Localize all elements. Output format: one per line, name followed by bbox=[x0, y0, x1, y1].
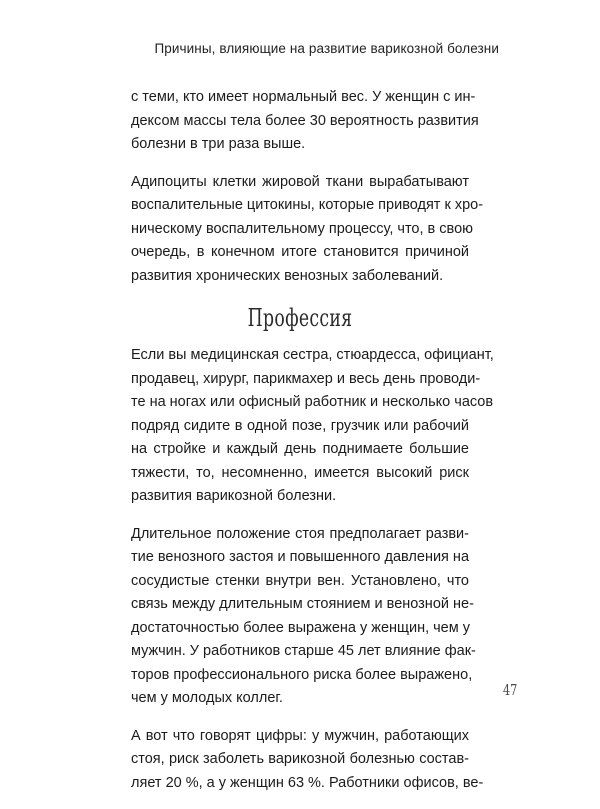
text-line: на стройке и каждый день поднимаете большие bbox=[131, 441, 469, 457]
paragraph-4 bbox=[131, 523, 476, 711]
body-text bbox=[131, 86, 494, 809]
text-line: болезни в три раза выше. bbox=[131, 136, 306, 152]
text-line: дексом массы тела более 30 вероятность развития bbox=[131, 112, 479, 129]
text-line: чем у молодых коллег. bbox=[131, 690, 283, 706]
text-line: очередь, в конечном итоге становится причиной bbox=[131, 244, 469, 260]
text-line: ническому воспалительному процессу, что, в свою bbox=[131, 220, 474, 237]
paragraph-3 bbox=[131, 344, 494, 509]
text-line: сосудистые стенки внутри вен. Установлено, что bbox=[131, 572, 469, 589]
text-line: достаточностью более выражена у женщин, чем у bbox=[131, 619, 470, 636]
text-line: с теми, кто имеет нормальный вес. У женщин с ин- bbox=[131, 89, 476, 105]
text-line: развития варикозной болезни. bbox=[131, 488, 337, 504]
text-line: тяжести, то, несомненно, имеется высокий риск bbox=[131, 464, 469, 481]
text-line: мужчин. У работников старше 45 лет влияние фак- bbox=[131, 643, 476, 659]
text-line: тие венозного застоя и повышенного давления на bbox=[131, 549, 470, 565]
text-line: развития хронических венозных заболеваний. bbox=[131, 267, 444, 284]
text-line: воспалительные цитокины, которые приводят к хро- bbox=[131, 197, 484, 213]
text-line: подряд сидите в одной позе, грузчик или рабочий bbox=[131, 417, 469, 434]
running-header: Причины, влияющие на развитие варикозной болезни bbox=[154, 41, 499, 56]
text-line: продавец, хирург, парикмахер и весь день проводи- bbox=[131, 370, 481, 387]
paragraph-2 bbox=[131, 171, 484, 289]
text-line: А вот что говорят цифры: у мужчин, работающих bbox=[131, 727, 469, 744]
text-line: те на ногах или офисный работник и несколько часов bbox=[131, 394, 494, 410]
text-line: ляет 20 %, а у женщин 63 %. Работники офисов, ве- bbox=[131, 774, 484, 791]
text-line: Если вы медицинская сестра, стюардесса, официант, bbox=[131, 347, 494, 363]
text-line: стоя, риск заболеть варикозной болезнью состав- bbox=[131, 751, 469, 767]
paragraph-5 bbox=[131, 725, 484, 796]
text-line: торов профессионального риска более выражено, bbox=[131, 666, 473, 683]
page-number: 47 bbox=[503, 681, 518, 699]
text-line: Адипоциты клетки жировой ткани вырабатывают bbox=[131, 173, 469, 190]
text-line: связь между длительным стоянием и венозной не- bbox=[131, 596, 474, 612]
text-line: Длительное положение стоя предполагает разви- bbox=[131, 525, 469, 542]
section-heading: Профессия bbox=[247, 304, 353, 332]
paragraph-1 bbox=[131, 86, 479, 157]
